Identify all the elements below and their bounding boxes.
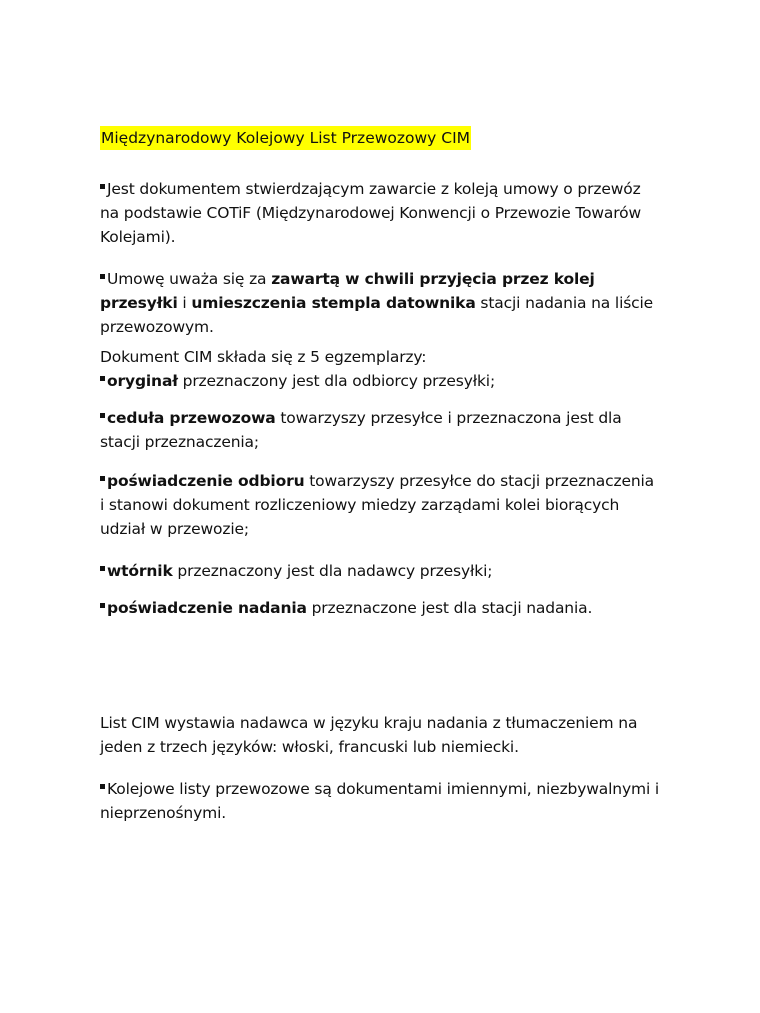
paragraph-list-cim: List CIM wystawia nadawca w języku kraju nadania z tłumaczeniem na jeden z trzech języków: włoski, francuski lub niemiecki.: [100, 714, 638, 756]
paragraph-text: stacji nadania na liście przewozowym.: [100, 294, 654, 336]
square-bullet-icon: [100, 184, 105, 189]
square-bullet-icon: [100, 413, 105, 418]
copy-name: wtórnik: [107, 562, 173, 580]
paragraph-text: Jest dokumentem stwierdzającym zawarcie z koleją umowy o przewóz na podstawie COTiF (Międzynarodowej Konwencji o Przewozie Towarów Kolejami).: [100, 180, 642, 246]
copy-name: oryginał: [107, 372, 178, 390]
paragraph-text: Umowę uważa się za: [107, 270, 272, 288]
bold-text: zawartą w chwili przyjęcia przez kolej przesyłki: [100, 270, 595, 312]
copy-item-duplicate: [100, 559, 660, 583]
paragraph-definition: [100, 177, 660, 249]
paragraph-nontransferable: [100, 777, 660, 825]
document-title: Międzynarodowy Kolejowy List Przewozowy CIM: [100, 126, 471, 150]
square-bullet-icon: [100, 376, 105, 381]
paragraph-text: i: [177, 294, 192, 312]
copy-item-original: [100, 369, 660, 393]
copies-intro: Dokument CIM składa się z 5 egzemplarzy:: [100, 348, 427, 366]
copy-description: towarzyszy przesyłce i przeznaczona jest dla stacji przeznaczenia;: [100, 409, 622, 451]
copy-description: przeznaczony jest dla nadawcy przesyłki;: [172, 562, 493, 580]
square-bullet-icon: [100, 603, 105, 608]
bold-text: umieszczenia stempla datownika: [191, 294, 476, 312]
copy-description: przeznaczony jest dla odbiorcy przesyłki;: [177, 372, 496, 390]
copy-item-dispatch: [100, 596, 660, 620]
copy-item-cedula: [100, 406, 660, 454]
square-bullet-icon: [100, 274, 105, 279]
copy-description: towarzyszy przesyłce do stacji przeznaczenia i stanowi dokument rozliczeniowy miedzy zarządami kolei biorących udział w przewozie;: [100, 472, 655, 538]
copy-name: ceduła przewozowa: [107, 409, 276, 427]
paragraph-contract: [100, 267, 660, 339]
paragraph-text: Kolejowe listy przewozowe są dokumentami imiennymi, niezbywalnymi i nieprzenośnymi.: [100, 780, 660, 822]
square-bullet-icon: [100, 476, 105, 481]
copy-name: poświadczenie odbioru: [107, 472, 305, 490]
copy-name: poświadczenie nadania: [107, 599, 307, 617]
copy-description: przeznaczone jest dla stacji nadania.: [306, 599, 593, 617]
copy-item-receipt: [100, 469, 660, 541]
square-bullet-icon: [100, 784, 105, 789]
square-bullet-icon: [100, 566, 105, 571]
